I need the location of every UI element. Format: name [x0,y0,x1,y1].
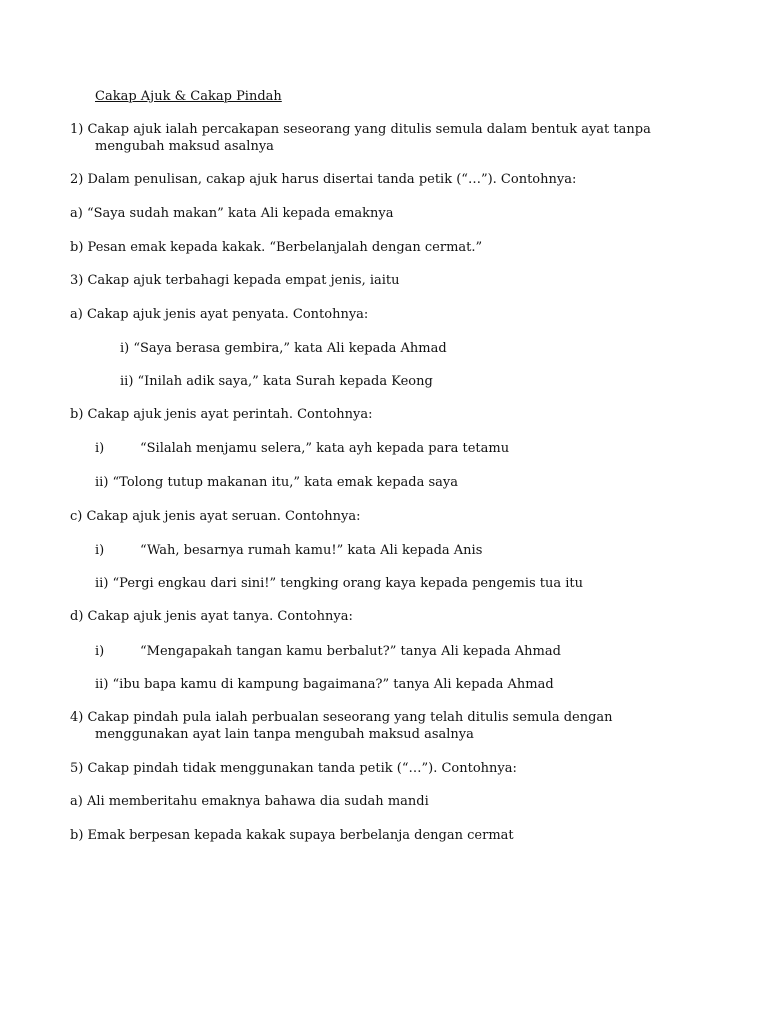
point-2: 2) Dalam penulisan, cakap ajuk harus disertai tanda petik (“…”). Contohnya: [70,172,577,187]
type-d-example-i-number: i) [95,644,105,659]
indirect-example-a: a) Ali memberitahu emaknya bahawa dia sudah mandi [70,794,429,809]
example-b: b) Pesan emak kepada kakak. “Berbelanjalah dengan cermat.” [70,240,483,255]
point-5: 5) Cakap pindah tidak menggunakan tanda petik (“…”). Contohnya: [70,761,517,776]
type-c-example-i-number: i) [95,543,105,558]
type-b-example-i-number: i) [95,441,105,456]
point-3: 3) Cakap ajuk terbahagi kepada empat jenis, iaitu [70,273,400,288]
page-title: Cakap Ajuk & Cakap Pindah [95,89,282,104]
type-c-heading: c) Cakap ajuk jenis ayat seruan. Contohnya: [70,509,361,524]
type-b-example-i-text: “Silalah menjamu selera,” kata ayh kepada para tetamu [140,441,510,456]
type-a-example-i: i) “Saya berasa gembira,” kata Ali kepada Ahmad [120,341,447,356]
type-d-example-ii: ii) “ibu bapa kamu di kampung bagaimana?” tanya Ali kepada Ahmad [95,677,554,692]
type-d-heading: d) Cakap ajuk jenis ayat tanya. Contohnya: [70,609,353,624]
type-a-heading: a) Cakap ajuk jenis ayat penyata. Contohnya: [70,307,369,322]
point-1-line-1: 1) Cakap ajuk ialah percakapan seseorang yang ditulis semula dalam bentuk ayat tanpa [70,122,651,137]
type-d-example-i-text: “Mengapakah tangan kamu berbalut?” tanya Ali kepada Ahmad [140,644,561,659]
example-a: a) “Saya sudah makan” kata Ali kepada emaknya [70,206,394,221]
indirect-example-b: b) Emak berpesan kepada kakak supaya berbelanja dengan cermat [70,828,514,843]
type-b-example-ii: ii) “Tolong tutup makanan itu,” kata emak kepada saya [95,475,458,490]
type-c-example-ii: ii) “Pergi engkau dari sini!” tengking orang kaya kepada pengemis tua itu [95,576,584,591]
point-4-line-2: menggunakan ayat lain tanpa mengubah maksud asalnya [95,727,474,742]
type-b-heading: b) Cakap ajuk jenis ayat perintah. Contohnya: [70,407,373,422]
type-c-example-i-text: “Wah, besarnya rumah kamu!” kata Ali kepada Anis [140,543,483,558]
type-a-example-ii: ii) “Inilah adik saya,” kata Surah kepada Keong [120,374,433,389]
point-1-line-2: mengubah maksud asalnya [95,139,274,154]
point-4-line-1: 4) Cakap pindah pula ialah perbualan seseorang yang telah ditulis semula dengan [70,710,613,725]
